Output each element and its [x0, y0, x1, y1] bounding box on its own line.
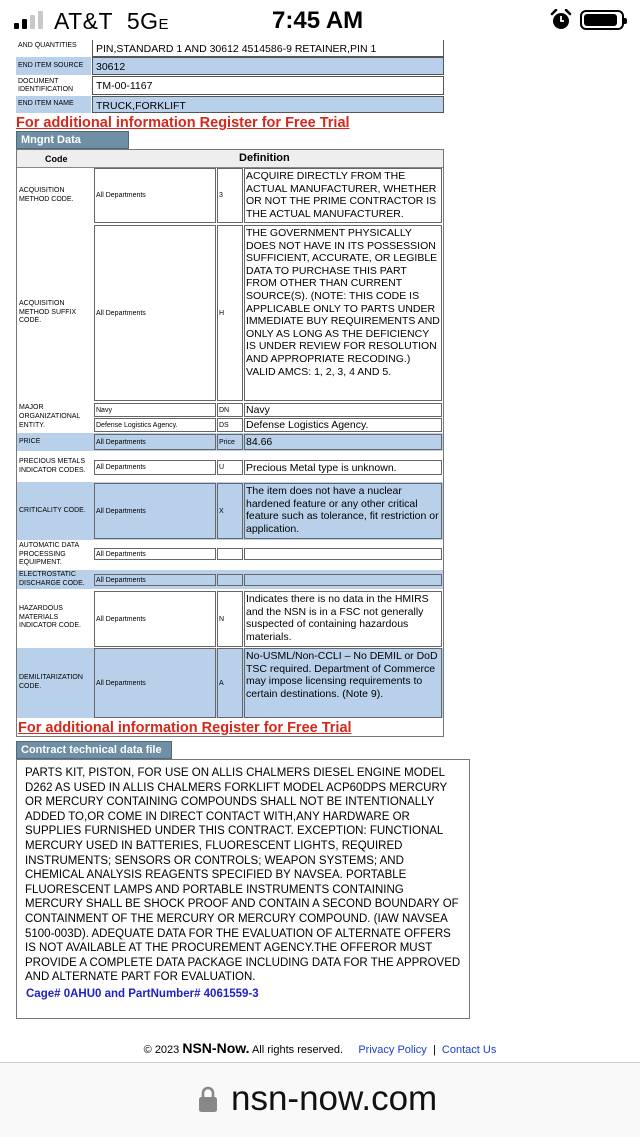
row-label: AUTOMATIC DATA PROCESSING EQUIPMENT. — [19, 541, 79, 567]
copyright: © 2023 — [143, 1044, 180, 1056]
carrier-label: AT&T 5GE — [54, 8, 170, 34]
row-dept: All Departments — [94, 648, 216, 718]
top-row-label: END ITEM NAME — [16, 96, 91, 113]
row-definition — [244, 574, 442, 586]
row-code: DS — [217, 418, 243, 432]
register-link-bottom[interactable]: For additional information Register for Free Trial — [18, 720, 352, 736]
cage-part-number: Cage# 0AHU0 and PartNumber# 4061559-3 — [26, 987, 259, 1000]
row-code: 3 — [217, 168, 243, 223]
privacy-policy-link[interactable]: Privacy Policy — [358, 1044, 427, 1056]
row-code: X — [217, 483, 243, 539]
technical-data-box — [16, 759, 470, 1019]
row-code — [217, 548, 243, 560]
row-code: U — [217, 460, 243, 475]
row-definition: 84.66 — [244, 434, 442, 450]
row-label: PRECIOUS METALS INDICATOR CODES. — [19, 457, 86, 474]
table-row — [17, 433, 443, 451]
top-row-quantities — [16, 40, 444, 57]
brand-name: NSN-Now. — [182, 1040, 250, 1056]
table-row — [17, 402, 443, 433]
mgmt-data-table — [16, 149, 444, 737]
table-row — [17, 482, 443, 540]
tab-mgmt-data[interactable]: Mngnt Data — [16, 131, 129, 149]
table-header — [17, 150, 443, 168]
top-row-end-item-source — [16, 57, 444, 75]
tab-contract-technical-data[interactable]: Contract technical data file — [16, 741, 172, 759]
row-dept: Navy — [94, 403, 216, 417]
rights-text: All rights reserved. — [251, 1044, 344, 1056]
table-row — [17, 224, 443, 402]
row-dept: All Departments — [94, 591, 216, 647]
top-row-label: AND QUANTITIES — [18, 42, 77, 49]
row-label: ACQUISITION METHOD SUFFIX CODE. — [19, 299, 77, 325]
row-definition: No-USML/Non-CCLI – No DEMIL or DoD TSC required. Department of Commerce may impose licensing requirements to certain destinations. (Note 9). — [244, 648, 442, 718]
top-row-value: 30612 — [92, 57, 444, 75]
row-definition: Defense Logistics Agency. — [244, 418, 442, 432]
footer-separator: | — [432, 1044, 436, 1056]
row-code — [217, 574, 243, 586]
row-label: CRITICALITY CODE. — [19, 506, 86, 514]
row-definition: ACQUIRE DIRECTLY FROM THE ACTUAL MANUFACTURER, WHETHER OR NOT THE PRIME CONTRACTOR IS THE ACTUAL MANUFACTURER. — [244, 168, 442, 223]
top-row-document-id — [16, 76, 444, 95]
table-row — [17, 540, 443, 570]
clock: 7:45 AM — [272, 7, 364, 34]
url-text[interactable]: nsn-now.com — [231, 1079, 438, 1118]
row-code: A — [217, 648, 243, 718]
row-dept: Defense Logistics Agency. — [94, 418, 216, 432]
table-row — [17, 570, 443, 589]
row-label: ACQUISITION METHOD CODE. — [19, 186, 74, 203]
row-code: H — [217, 225, 243, 401]
row-label: ELECTROSTATIC DISCHARGE CODE. — [19, 570, 85, 587]
lock-icon — [198, 1085, 218, 1113]
top-row-label: DOCUMENT IDENTIFICATION — [18, 78, 74, 94]
header-definition: Definition — [239, 152, 290, 164]
alarm-icon — [550, 9, 572, 31]
row-dept: All Departments — [94, 460, 216, 475]
row-dept: All Departments — [94, 548, 216, 560]
table-row — [17, 167, 443, 224]
status-bar — [0, 0, 640, 40]
row-label: MAJOR ORGANIZATIONAL ENTITY. — [19, 404, 81, 429]
row-label: HAZARDOUS MATERIALS INDICATOR CODE. — [19, 604, 81, 630]
table-row — [17, 648, 443, 718]
row-definition: Indicates there is no data in the HMIRS and the NSN is in a FSC not generally suspected of containing hazardous materials. — [244, 591, 442, 647]
register-link[interactable]: For additional information Register for Free Trial — [16, 115, 350, 131]
row-definition: The item does not have a nuclear hardened feature or any other critical feature such as tolerance, fit restriction or application. — [244, 483, 442, 539]
contact-us-link[interactable]: Contact Us — [441, 1044, 497, 1056]
address-bar[interactable] — [0, 1062, 640, 1137]
row-definition: Navy — [244, 403, 442, 417]
top-row-value: PIN,STANDARD 1 AND 30612 4514586-9 RETAINER,PIN 1 — [92, 40, 444, 57]
row-label: PRICE — [19, 437, 41, 445]
row-dept: All Departments — [94, 434, 216, 450]
row-definition: Precious Metal type is unknown. — [244, 460, 442, 475]
signal-icon — [14, 11, 43, 29]
row-definition — [244, 548, 442, 560]
footer — [0, 1040, 640, 1056]
row-label: DEMILITARIZATION CODE. — [19, 674, 83, 690]
top-row-label: END ITEM SOURCE — [16, 57, 91, 75]
top-row-end-item-name — [16, 96, 444, 113]
row-dept: All Departments — [94, 225, 216, 401]
row-code: DN — [217, 403, 243, 417]
row-dept: All Departments — [94, 168, 216, 223]
row-dept: All Departments — [94, 483, 216, 539]
row-definition: THE GOVERNMENT PHYSICALLY DOES NOT HAVE IN ITS POSSESSION SUFFICIENT, ACCURATE, OR LEGIBLE DATA TO PURCHASE THIS PART FROM OTHER THAN CURRENT SOURCE(S). (NOTE: THIS CODE IS APPLICABLE ONLY TO PARTS UNDER IMMEDIATE BUY REQUIREMENTS AND ONLY AS LONG AS THE DEFICIENCY IS UNDER REVIEW FOR RESOLUTION AND APPROPRIATE RECODING.) VALID AMCS: 1, 2, 3, 4 AND 5. — [244, 225, 442, 401]
table-row — [17, 589, 443, 647]
technical-data-text: PARTS KIT, PISTON, FOR USE ON ALLIS CHALMERS DIESEL ENGINE MODEL D262 AS USED IN ALLIS CHALMERS FORKLIFT MODEL ACP60DPS MERCURY OR MERCURY CONTAINING COMPOUNDS SHALL NOT BE INTENTIONALLY ADDED TO,OR COME IN DIRECT CONTACT WITH,ANY HARDWARE OR SUPPLIES FURNISHED UNDER THIS CONTRACT. EXCEPTION: FUNCTIONAL MERCURY USED IN BATTERIES, FLUORESCENT LIGHTS, REQUIRED INSTRUMENTS; SENSORS OR CONTROLS; WEAPON SYSTEMS; AND CHEMICAL ANALYSIS REAGENTS SPECIFIED BY NAVSEA. PORTABLE FLUORESCENT LAMPS AND PORTABLE INSTRUMENTS CONTAINING MERCURY SHALL BE SHOCK PROOF AND CONTAIN A SECOND BOUNDARY OF CONTAINMENT OF THE MERCURY OR MERCURY COMPOUND. (IAW NAVSEA 5100-003D). ADEQUATE DATA FOR THE EVALUATION OF ALTERNATE OFFERS IS NOT AVAILABLE AT THE PROCUREMENT AGENCY.THE OFFEROR MUST PROVIDE A COMPLETE DATA PACKAGE INCLUDING DATA FOR THE APPROVED AND ALTERNATE PART FOR EVALUATION. — [25, 767, 461, 984]
row-code: N — [217, 591, 243, 647]
battery-icon — [580, 10, 624, 30]
row-code: Price — [217, 434, 243, 450]
top-row-value: TM-00-1167 — [92, 76, 444, 95]
header-code: Code — [45, 154, 68, 164]
table-row — [17, 451, 443, 482]
top-row-value: TRUCK,FORKLIFT — [92, 96, 444, 113]
row-dept: All Departments — [94, 574, 216, 586]
